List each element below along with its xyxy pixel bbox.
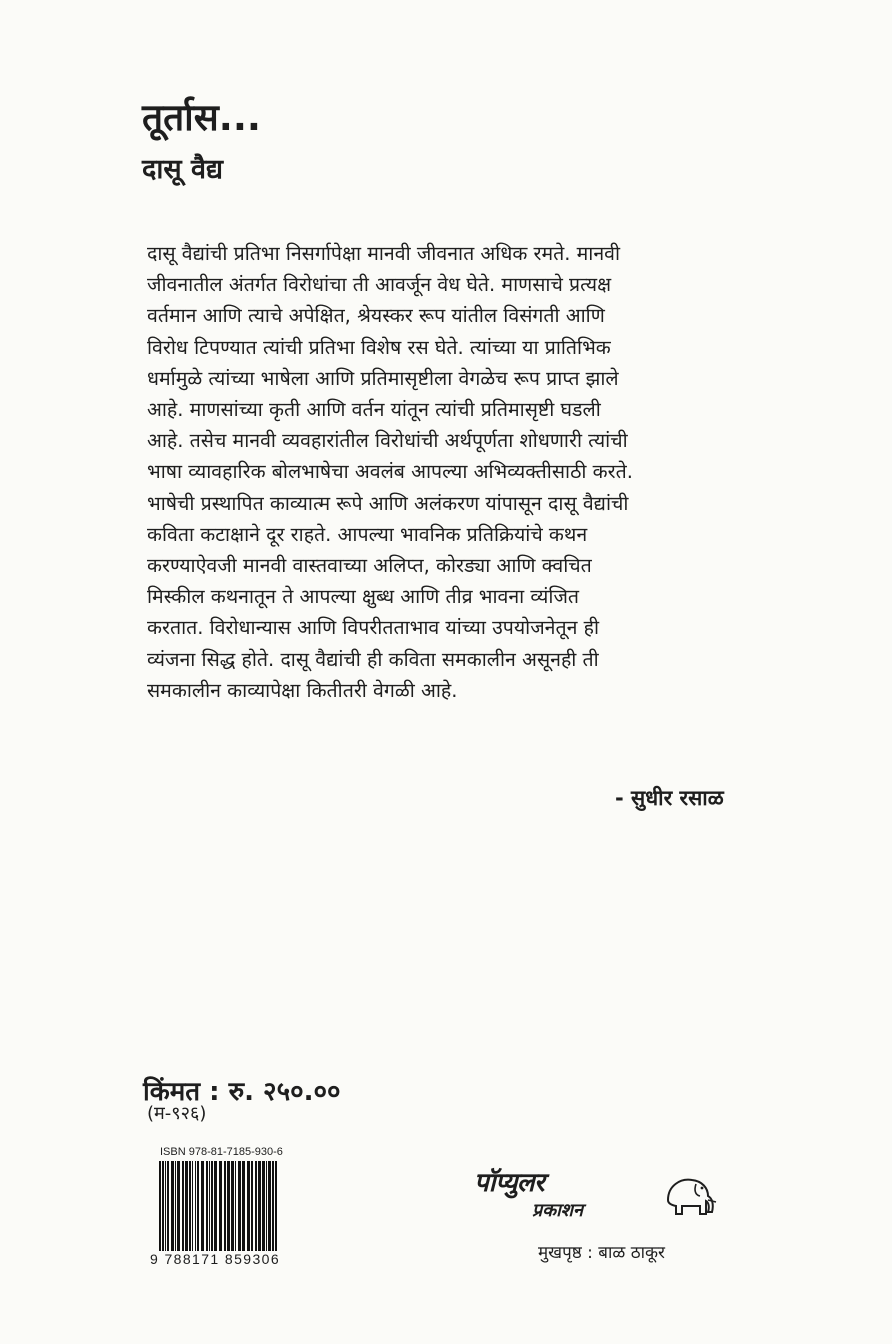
blurb-line: जीवनातील अंतर्गत विरोधांचा ती आवर्जून वेध घेते. माणसाचे प्रत्यक्ष	[147, 273, 612, 297]
cover-credit: मुखपृष्ठ : बाळ ठाकूर	[538, 1243, 665, 1263]
blurb-line: वर्तमान आणि त्याचे अपेक्षित, श्रेयस्कर रूप यांतील विसंगती आणि	[147, 304, 605, 328]
catalog-code: (म-९२६)	[147, 1103, 207, 1124]
blurb-line: व्यंजना सिद्ध होते. दासू वैद्यांची ही कविता समकालीन असूनही ती	[147, 647, 599, 671]
book-title: तूर्तास...	[142, 96, 261, 139]
blurb-line: विरोध टिपण्यात त्यांची प्रतिभा विशेष रस घेते. त्यांच्या या प्रातिभिक	[147, 335, 611, 359]
blurb-line: धर्मामुळे त्यांच्या भाषेला आणि प्रतिमासृष्टीला वेगळेच रूप प्राप्त झाले	[147, 366, 619, 390]
blurb-line: भाषेची प्रस्थापित काव्यात्म रूपे आणि अलंकरण यांपासून दासू वैद्यांची	[147, 491, 629, 515]
barcode-digits: 9 788171 859306	[150, 1251, 280, 1267]
blurb-text	[147, 238, 787, 706]
blurb-line: समकालीन काव्यापेक्षा कितीतरी वेगळी आहे.	[147, 678, 458, 702]
book-author: दासू वैद्य	[142, 154, 224, 185]
isbn-label: ISBN 978-81-7185-930-6	[160, 1146, 283, 1158]
blurb-line: आहे. माणसांच्या कृती आणि वर्तन यांतून त्यांची प्रतिमासृष्टी घडली	[147, 398, 601, 422]
blurb-line: दासू वैद्यांची प्रतिभा निसर्गापेक्षा मानवी जीवनात अधिक रमते. मानवी	[147, 242, 621, 265]
blurb-line: भाषा व्यावहारिक बोलभाषेचा अवलंब आपल्या अभिव्यक्तीसाठी करते.	[147, 460, 633, 484]
blurb-signature: - सुधीर रसाळ	[615, 786, 724, 810]
barcode-image	[157, 1161, 281, 1253]
elephant-icon	[660, 1170, 718, 1222]
blurb-line: कविता कटाक्षाने दूर राहते. आपल्या भावनिक प्रतिक्रियांचे कथन	[147, 522, 588, 546]
publisher-name: पॉप्युलर	[474, 1168, 545, 1198]
blurb-line: आहे. तसेच मानवी व्यवहारांतील विरोधांची अर्थपूर्णता शोधणारी त्यांची	[147, 429, 628, 453]
blurb-line: करतात. विरोधान्यास आणि विपरीतताभाव यांच्या उपयोजनेतून ही	[147, 616, 600, 640]
price-label: किंमत : रु. २५०.००	[143, 1077, 341, 1107]
publisher-sub: प्रकाशन	[532, 1200, 583, 1221]
blurb-line: करण्याऐवजी मानवी वास्तवाच्या अलिप्त, कोरड्या आणि क्वचित	[147, 554, 592, 578]
blurb-line: मिस्कील कथनातून ते आपल्या क्षुब्ध आणि तीव्र भावना व्यंजित	[147, 585, 580, 609]
